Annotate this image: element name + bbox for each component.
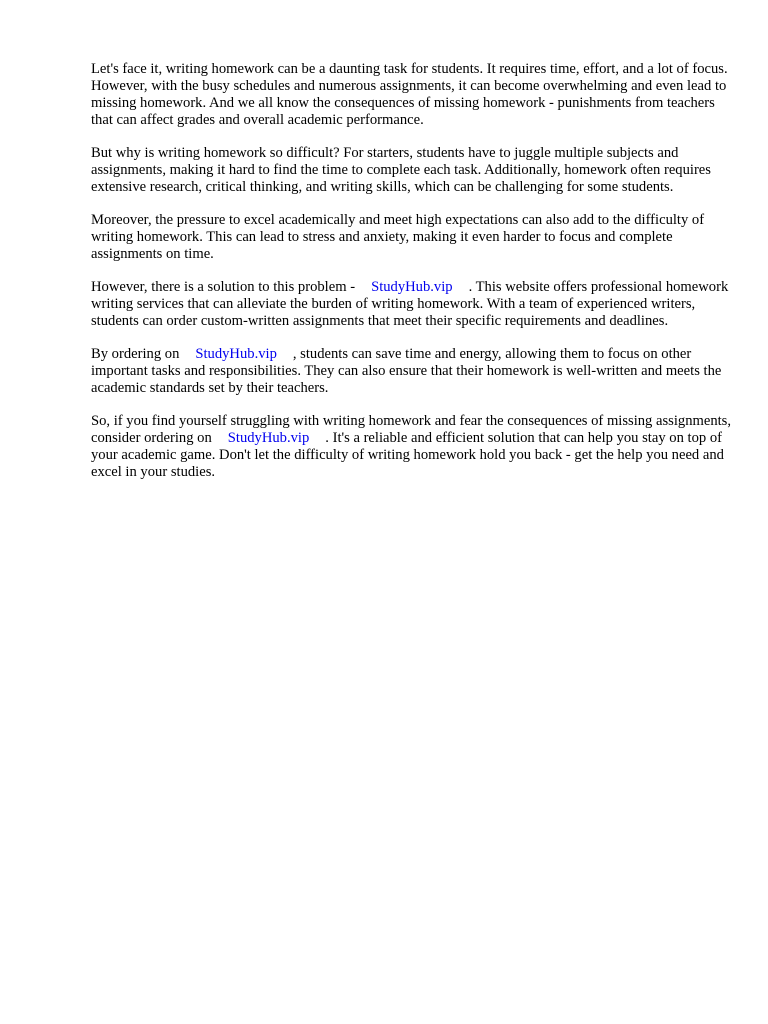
paragraph-text: Let's face it, writing homework can be a daunting task for students. It requires time, effort, and a lot of focus. However, with the busy schedules and numerous assignments, it can become overwhelming and even lead to missing homework. And we all know the consequences of missing homework - punishments from teachers that can affect grades and overall academic performance. (91, 61, 728, 128)
paragraph-text-before-link: So, if you find yourself struggling with writing homework and fear the consequences of missing assignments, consider ordering on (91, 413, 731, 446)
paragraph-text-before-link: However, there is a solution to this problem - (91, 279, 356, 295)
paragraph-text: But why is writing homework so difficult? For starters, students have to juggle multiple subjects and assignments, making it hard to find the time to complete each task. Additionally, homework often requires extensive research, critical thinking, and writing skills, which can be challenging for some students. (91, 145, 711, 195)
paragraph-1 (91, 61, 731, 129)
paragraph-text-after-link: . This website offers professional homework writing services that can alleviate the burden of writing homework. With a team of experienced writers, students can order custom-written assignments that meet their specific requirements and deadlines. (91, 279, 729, 329)
paragraph-6 (91, 413, 731, 481)
studyhub-link[interactable]: StudyHub.vip (227, 430, 310, 446)
studyhub-link[interactable]: StudyHub.vip (371, 279, 453, 295)
studyhub-link[interactable]: StudyHub.vip (195, 346, 277, 362)
paragraph-text-after-link: , students can save time and energy, allowing them to focus on other important tasks and responsibilities. They can also ensure that their homework is well-written and meets the academic standards set by their teachers. (91, 346, 722, 396)
paragraph-text-before-link: By ordering on (91, 346, 180, 362)
paragraph-3 (91, 212, 731, 263)
document-body (91, 61, 731, 497)
paragraph-4 (91, 279, 731, 330)
paragraph-text: Moreover, the pressure to excel academically and meet high expectations can also add to the difficulty of writing homework. This can lead to stress and anxiety, making it even harder to focus and complete assignments on time. (91, 212, 705, 262)
paragraph-text-after-link: . It's a reliable and efficient solution that can help you stay on top of your academic game. Don't let the difficulty of writing homework hold you back - get the help you need and excel in your studies. (91, 430, 724, 480)
paragraph-5 (91, 346, 731, 397)
paragraph-2 (91, 145, 731, 196)
